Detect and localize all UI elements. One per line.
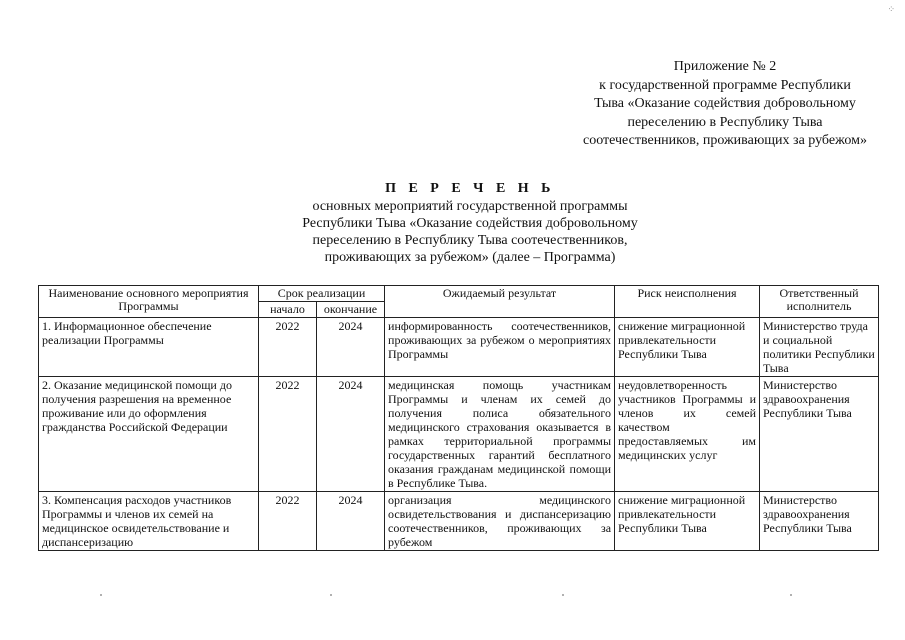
table-row [39,492,879,551]
scan-dot [790,594,792,596]
title-line-3: переселению в Республику Тыва соотечественников, [312,233,628,248]
appendix-header [565,58,885,151]
header-end: окончание [317,302,385,318]
header-period: Срок реализации [259,286,385,302]
cell-name: 1. Информационное обеспечение реализации Программы [39,318,259,377]
scan-dots [0,594,905,600]
appendix-line-1: Приложение № 2 [673,59,777,74]
cell-name: 2. Оказание медицинской помощи до получения разрешения на временное проживание или до оформления гражданства Российской Федерации [39,377,259,492]
table-row [39,318,879,377]
cell-responsible: Министерство труда и социальной политики Республики Тыва [760,318,879,377]
header-start: начало [259,302,317,318]
table-header-row [39,286,879,302]
cell-risk: снижение миграционной привлекательности Республики Тыва [615,318,760,377]
title-line-1: основных мероприятий государственной программы [312,199,628,214]
cell-result: медицинская помощь участникам Программы и членам их семей до получения полиса обязательного медицинского страхования оказывается в рамках территориальной программы государственных гарантий бесплатного оказания гражданам медицинской помощи в Республике Тыва. [385,377,615,492]
cell-risk: снижение миграционной привлекательности Республики Тыва [615,492,760,551]
title-line-2: Республики Тыва «Оказание содействия добровольному [302,216,638,231]
header-risk: Риск неисполнения [615,286,760,318]
measures-table [38,285,879,551]
document-title [250,180,690,266]
cell-result: информированность соотечественников, проживающих за рубежом о мероприятиях Программы [385,318,615,377]
cell-start: 2022 [259,318,317,377]
cell-start: 2022 [259,492,317,551]
cell-end: 2024 [317,377,385,492]
cell-responsible: Министерство здравоохранения Республики Тыва [760,377,879,492]
scan-dot [562,594,564,596]
appendix-line-4: переселению в Республику Тыва [627,114,823,130]
header-result: Ожидаемый результат [385,286,615,318]
cell-result: организация медицинского освидетельствования и диспансеризацию соотечественников, проживающих за рубежом [385,492,615,551]
cell-start: 2022 [259,377,317,492]
cell-end: 2024 [317,492,385,551]
header-responsible: Ответственный исполнитель [760,286,879,318]
appendix-line-5: соотечественников, проживающих за рубежом» [583,133,867,149]
title-heading: П Е Р Е Ч Е Н Ь [385,181,555,196]
scan-dot [100,594,102,596]
title-line-4: проживающих за рубежом» (далее – Программа) [324,250,616,265]
table-row [39,377,879,492]
header-name: Наименование основного мероприятия Программы [39,286,259,318]
appendix-line-2: к государственной программе Республики [599,77,851,93]
scan-artifact-mark: ⁘ [887,4,895,14]
cell-responsible: Министерство здравоохранения Республики Тыва [760,492,879,551]
scan-dot [330,594,332,596]
cell-end: 2024 [317,318,385,377]
cell-name: 3. Компенсация расходов участников Программы и членов их семей на медицинское освидетельствование и диспансеризацию [39,492,259,551]
appendix-line-3: Тыва «Оказание содействия добровольному [594,96,856,112]
cell-risk: неудовлетворенность участников Программы и членов их семей качеством предоставляемых им медицинских услуг [615,377,760,492]
